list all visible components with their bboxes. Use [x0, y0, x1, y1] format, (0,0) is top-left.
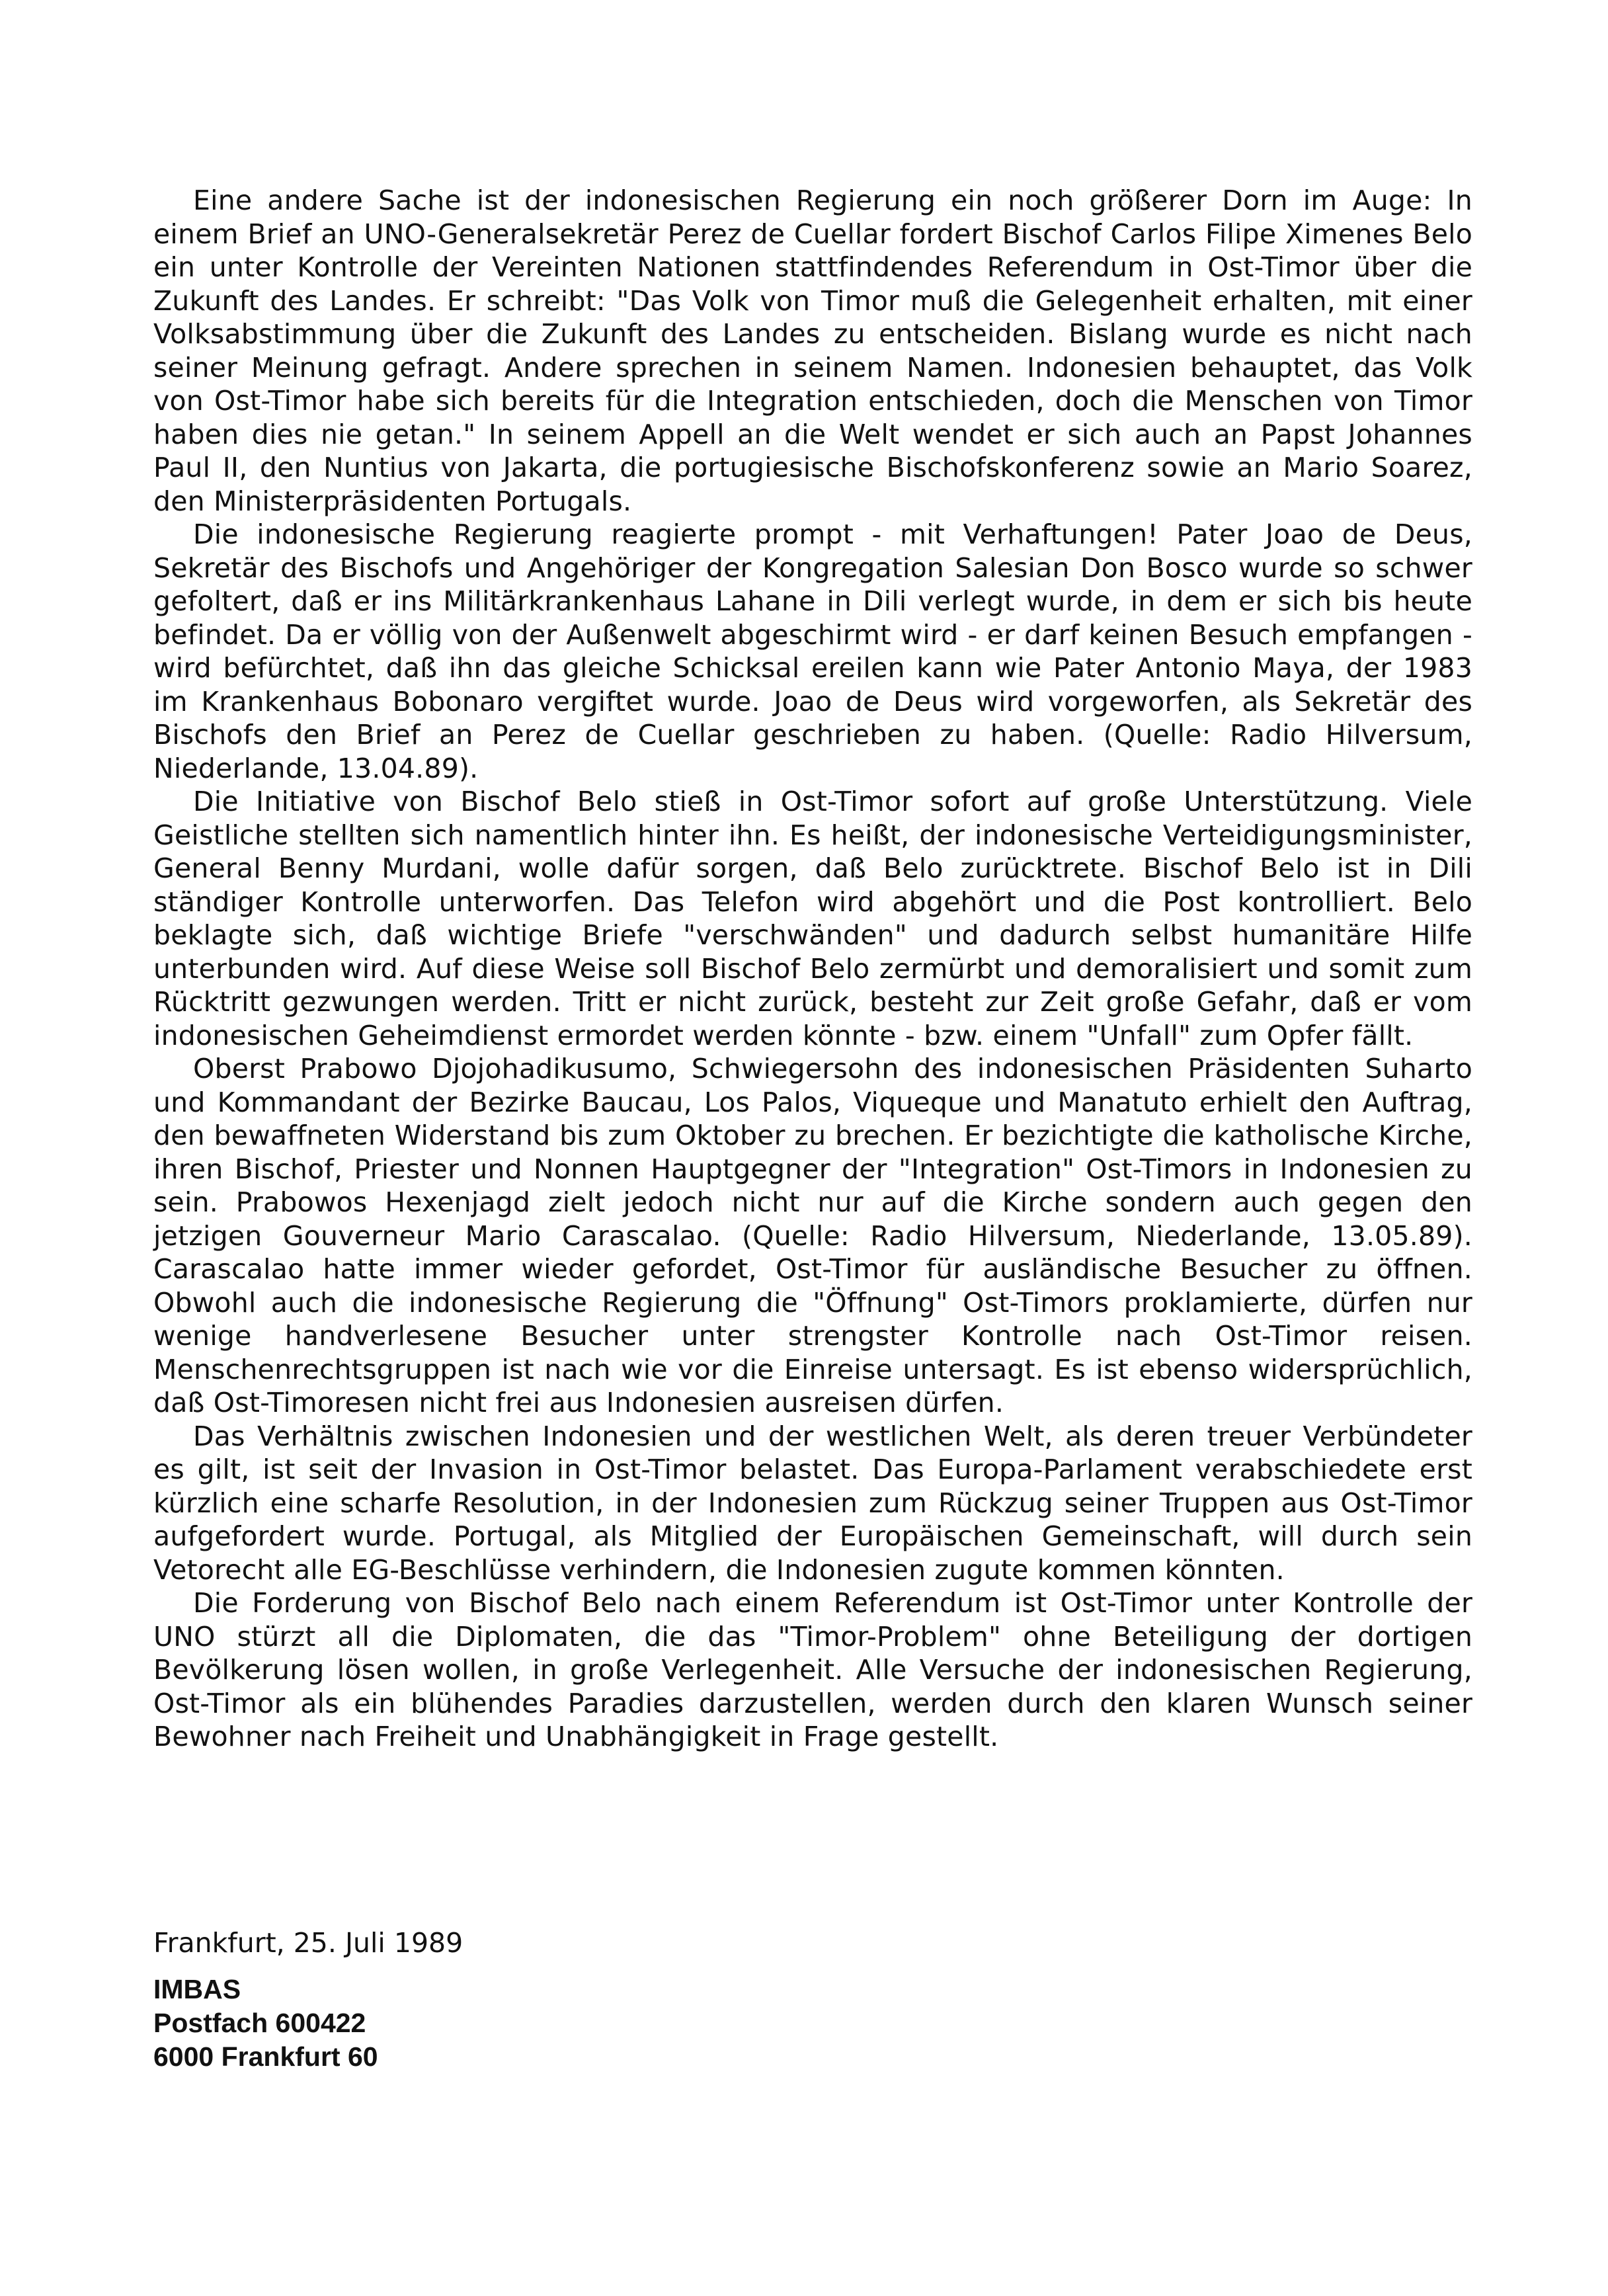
paragraph-arrests: Die indonesische Regierung reagierte prompt - mit Verhaftungen! Pater Joao de Deus, Sekretär des Bischofs und Angehöriger der Kongregation Salesian Don Bosco wurde so schwer gefoltert, daß er ins Militärkrankenhaus Lahane in Dili verlegt wurde, in dem er sich bis heute befindet. Da er völlig von der Außenwelt abgeschirmt wird - er darf keinen Besuch empfangen - wird befürchtet, daß ihn das gleiche Schicksal ereilen kann wie Pater Antonio Maya, der 1983 im Krankenhaus Bobonaro vergiftet wurde. Joao de Deus wird vorgeworfen, als Sekretär des Bischofs den Brief an Perez de Cuellar geschrieben zu haben. (Quelle: Radio Hilversum, Niederlande, 13.04.89).	[153, 518, 1472, 784]
paragraph-referendum-letter: Eine andere Sache ist der indonesischen Regierung ein noch größerer Dorn im Auge: In einem Brief an UNO-Generalsekretär Perez de Cuellar fordert Bischof Carlos Filipe Ximenes Belo ein unter Kontrolle der Vereinten Nationen stattfindendes Referendum in Ost-Timor über die Zukunft des Landes. Er schreibt: "Das Volk von Timor muß die Gelegenheit erhalten, mit einer Volksabstimmung über die Zukunft des Landes zu entscheiden. Bislang wurde es nicht nach seiner Meinung gefragt. Andere sprechen in seinem Namen. Indonesien behauptet, das Volk von Ost-Timor habe sich bereits für die Integration entschieden, doch die Menschen von Timor haben dies nie getan." In seinem Appell an die Welt wendet er sich auch an Papst Johannes Paul II, den Nuntius von Jakarta, die portugiesische Bischofskonferenz sowie an Mario Soarez, den Ministerpräsidenten Portugals.	[153, 184, 1472, 517]
paragraph-bishop-support: Die Initiative von Bischof Belo stieß in Ost-Timor sofort auf große Unterstützung. Viele Geistliche stellten sich namentlich hinter ihn. Es heißt, der indonesische Verteidigungsminister, General Benny Murdani, wolle dafür sorgen, daß Belo zurücktrete. Bischof Belo ist in Dili ständiger Kontrolle unterworfen. Das Telefon wird abgehört und die Post kontrolliert. Belo beklagte sich, daß wichtige Briefe "verschwänden" und dadurch selbst humanitäre Hilfe unterbunden wird. Auf diese Weise soll Bischof Belo zermürbt und demoralisiert und somit zum Rücktritt gezwungen werden. Tritt er nicht zurück, besteht zur Zeit große Gefahr, daß er vom indonesischen Geheimdienst ermordet werden könnte - bzw. einem "Unfall" zum Opfer fällt.	[153, 786, 1472, 1051]
postal-city: 6000 Frankfurt 60	[153, 2041, 378, 2072]
postbox: Postfach 600422	[153, 2008, 366, 2038]
organization-name: IMBAS	[153, 1974, 241, 2004]
paragraph-international-relations: Das Verhältnis zwischen Indonesien und der westlichen Welt, als deren treuer Verbündeter es gilt, ist seit der Invasion in Ost-Timor belastet. Das Europa-Parlament verabschiedete erst kürzlich eine scharfe Resolution, in der Indonesien zum Rückzug seiner Truppen aus Ost-Timor aufgefordert wurde. Portugal, als Mitglied der Europäischen Gemeinschaft, will durch sein Vetorecht alle EG-Beschlüsse verhindern, die Indonesien zugute kommen könnten.	[153, 1420, 1472, 1586]
paragraph-conclusion: Die Forderung von Bischof Belo nach einem Referendum ist Ost-Timor unter Kontrolle der UNO stürzt all die Diplomaten, die das "Timor-Problem" ohne Beteiligung der dortigen Bevölkerung lösen wollen, in große Verlegenheit. Alle Versuche der indonesischen Regierung, Ost-Timor als ein blühendes Paradies darzustellen, werden durch den klaren Wunsch seiner Bewohner nach Freiheit und Unabhängigkeit in Frage gestellt.	[153, 1587, 1472, 1752]
paragraph-prabowo: Oberst Prabowo Djojohadikusumo, Schwiegersohn des indonesischen Präsidenten Suharto und Kommandant der Bezirke Baucau, Los Palos, Viqueque und Manatuto erhielt den Auftrag, den bewaffneten Widerstand bis zum Oktober zu brechen. Er bezichtigte die katholische Kirche, ihren Bischof, Priester und Nonnen Hauptgegner der "Integration" Ost-Timors in Indonesien zu sein. Prabowos Hexenjagd zielt jedoch nicht nur auf die Kirche sondern auch gegen den jetzigen Gouverneur Mario Carascalao. (Quelle: Radio Hilversum, Niederlande, 13.05.89). Carascalao hatte immer wieder gefordet, Ost-Timor für ausländische Besucher zu öffnen. Obwohl auch die indonesische Regierung die "Öffnung" Ost-Timors proklamierte, dürfen nur wenige handverlesene Besucher unter strengster Kontrolle nach Ost-Timor reisen. Menschenrechtsgruppen ist nach wie vor die Einreise untersagt. Es ist ebenso widersprüchlich, daß Ost-Timoresen nicht frei aus Indonesien ausreisen dürfen.	[153, 1053, 1472, 1418]
place-and-date: Frankfurt, 25. Juli 1989	[153, 1927, 463, 1959]
sender-address	[153, 1973, 378, 2074]
article-body	[153, 184, 1472, 1754]
